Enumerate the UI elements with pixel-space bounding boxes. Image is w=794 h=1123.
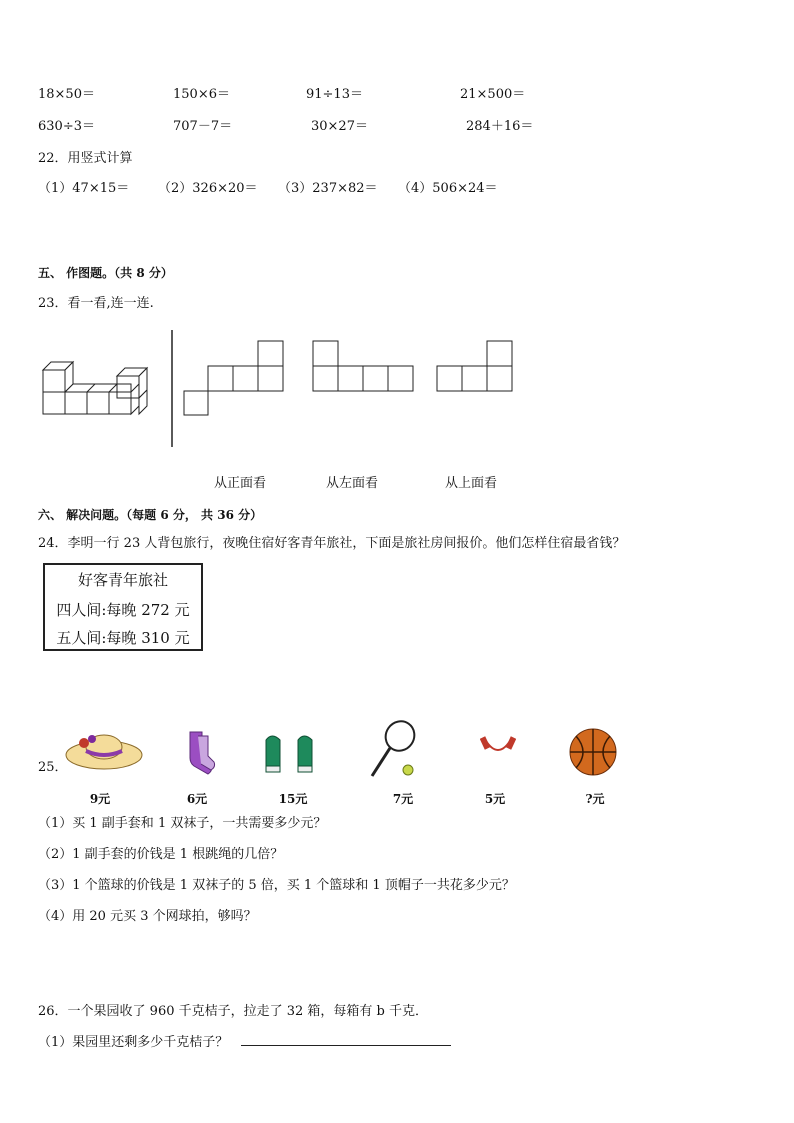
price-basketball: ?元 (585, 792, 605, 806)
q26-sub1: （1）果园里还剩多少千克桔子？ (38, 1035, 229, 1050)
answer-blank[interactable] (241, 1045, 451, 1046)
price-hat: 9元 (89, 792, 111, 806)
section6-title: 六、 解决问题。（每题 6 分， 共 36 分） (38, 508, 263, 522)
calc-1-3: 91÷13＝ (306, 87, 363, 102)
tennis-racket-icon (368, 720, 420, 780)
q22-item-4: （4）506×24＝ (398, 181, 498, 196)
q22-title: 22．用竖式计算 (38, 151, 133, 166)
hat-icon (64, 725, 144, 775)
view-a (184, 341, 283, 415)
calc-2-3: 30×27＝ (311, 119, 368, 134)
hotel-price-5: 五人间:每晚 310 元 (56, 629, 190, 647)
view-b (313, 341, 413, 391)
q26-title: 26．一个果园收了 960 千克桔子，拉走了 32 箱，每箱有 b 千克． (38, 1004, 429, 1019)
q25-question-2: （2）1 副手套的价钱是 1 根跳绳的几倍？ (38, 847, 284, 862)
calc-1-1: 18×50＝ (38, 87, 95, 102)
basketball-icon (568, 727, 618, 777)
view-c (437, 341, 512, 391)
calc-1-4: 21×500＝ (460, 87, 526, 102)
q23-title: 23．看一看,连一连. (38, 296, 154, 311)
price-racket: 7元 (392, 792, 414, 806)
price-rope: 5元 (484, 792, 506, 806)
jump-rope-icon (480, 735, 516, 765)
view-label-left: 从左面看 (326, 476, 379, 491)
q22-item-1: （1）47×15＝ (38, 181, 130, 196)
q25-number: 25． (38, 760, 68, 775)
calc-1-2: 150×6＝ (173, 87, 230, 102)
hotel-name: 好客青年旅社 (77, 571, 168, 589)
view-label-front: 从正面看 (214, 476, 267, 491)
q25-question-1: （1）买 1 副手套和 1 双袜子，一共需要多少元？ (38, 816, 327, 831)
q25-question-3: （3）1 个篮球的价钱是 1 双袜子的 5 倍，买 1 个篮球和 1 顶帽子一共花多少元？ (38, 878, 515, 893)
socks-icon (180, 730, 220, 776)
cube-views-diagram (38, 325, 518, 450)
3d-cube-figure (43, 362, 147, 414)
price-socks: 6元 (186, 792, 208, 806)
mittens-icon (262, 732, 324, 774)
hotel-price-4: 四人间:每晚 272 元 (56, 601, 190, 619)
q22-item-2: （2）326×20＝ (158, 181, 258, 196)
q22-item-3: （3）237×82＝ (278, 181, 378, 196)
price-mittens: 15元 (278, 792, 308, 806)
calc-2-4: 284＋16＝ (466, 119, 534, 134)
section5-title: 五、 作图题。（共 8 分） (38, 266, 173, 280)
calc-2-2: 707－7＝ (173, 119, 233, 134)
q25-question-4: （4）用 20 元买 3 个网球拍，够吗？ (38, 909, 257, 924)
view-label-top: 从上面看 (445, 476, 498, 491)
hotel-price-sign (43, 563, 203, 651)
q24-title: 24．李明一行 23 人背包旅行，夜晚住宿好客青年旅社，下面是旅社房间报价。他们怎样住宿最省钱？ (38, 536, 626, 551)
calc-2-1: 630÷3＝ (38, 119, 95, 134)
